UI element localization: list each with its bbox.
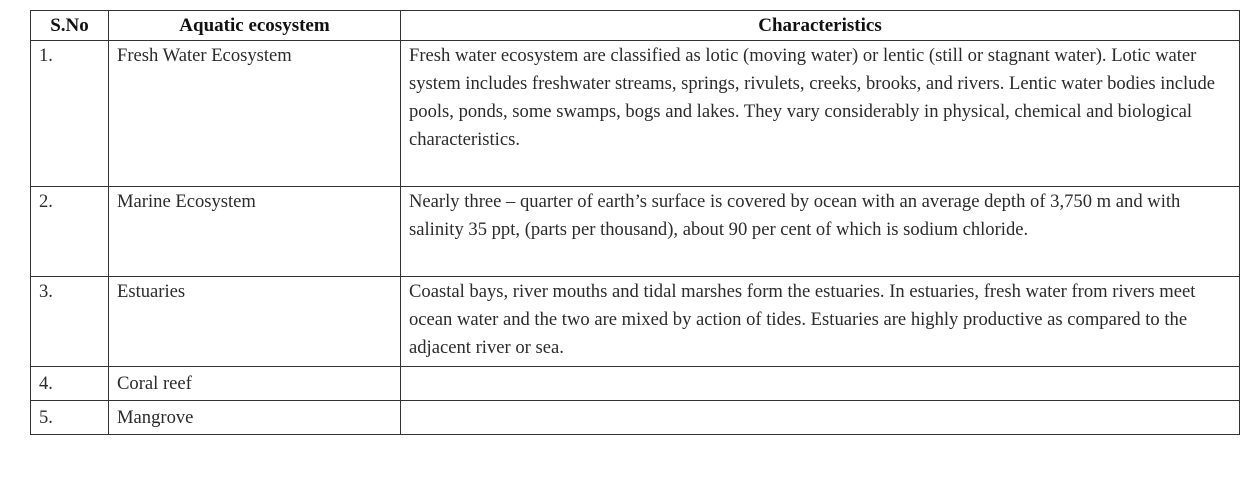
row-characteristics (401, 401, 1240, 435)
row-ecosystem: Coral reef (109, 367, 401, 401)
row-ecosystem: Estuaries (109, 277, 401, 367)
row-sno: 4. (31, 367, 109, 401)
table-header-row (31, 11, 1240, 41)
table-row (31, 187, 1240, 277)
row-ecosystem: Fresh Water Ecosystem (109, 41, 401, 187)
table-row (31, 401, 1240, 435)
header-aquatic-ecosystem: Aquatic ecosystem (109, 11, 401, 41)
row-sno: 2. (31, 187, 109, 277)
table-row (31, 277, 1240, 367)
row-sno: 3. (31, 277, 109, 367)
row-characteristics: Fresh water ecosystem are classified as lotic (moving water) or lentic (still or stagnant water). Lotic water system includes freshwater streams, springs, rivulets, creeks, brooks, and rivers. Lentic water bodies include pools, ponds, some swamps, bogs and lakes. They vary considerably in physical, chemical and biological characteristics. (401, 41, 1240, 187)
row-sno: 1. (31, 41, 109, 187)
table-row (31, 41, 1240, 187)
row-characteristics: Coastal bays, river mouths and tidal marshes form the estuaries. In estuaries, fresh water from rivers meet ocean water and the two are mixed by action of tides. Estuaries are highly productive as compared to the adjacent river or sea. (401, 277, 1240, 367)
row-characteristics: Nearly three – quarter of earth’s surface is covered by ocean with an average depth of 3,750 m and with salinity 35 ppt, (parts per thousand), about 90 per cent of which is sodium chloride. (401, 187, 1240, 277)
row-sno: 5. (31, 401, 109, 435)
table-row (31, 367, 1240, 401)
header-sno: S.No (31, 11, 109, 41)
aquatic-ecosystem-table (30, 10, 1240, 435)
row-characteristics (401, 367, 1240, 401)
row-ecosystem: Mangrove (109, 401, 401, 435)
header-characteristics: Characteristics (401, 11, 1240, 41)
row-ecosystem: Marine Ecosystem (109, 187, 401, 277)
